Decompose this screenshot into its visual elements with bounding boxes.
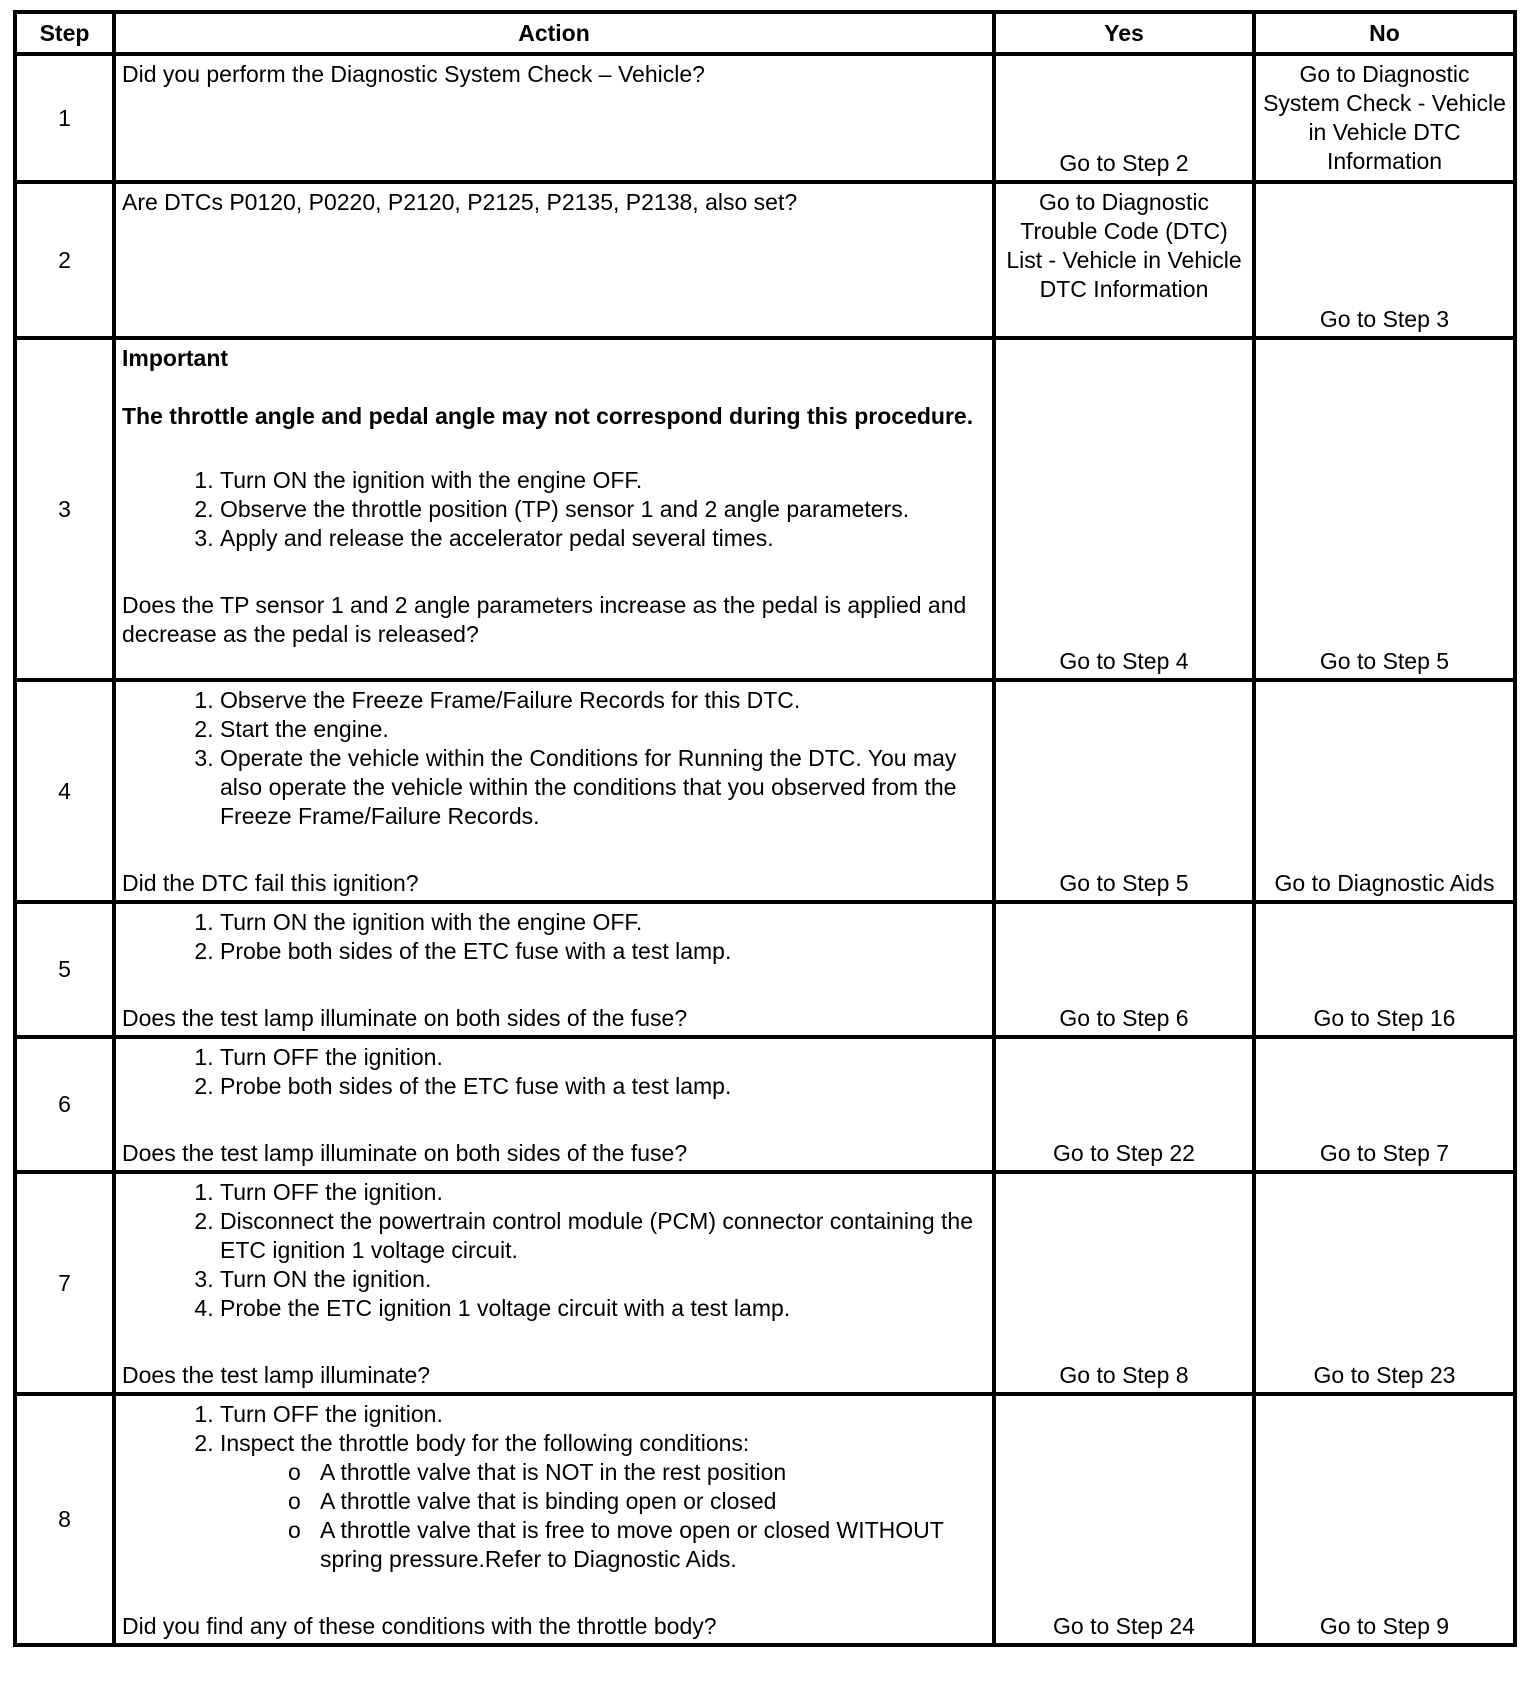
no-cell: Go to Step 23 bbox=[1254, 1172, 1515, 1394]
action-cell bbox=[114, 182, 994, 338]
table-row bbox=[15, 338, 1515, 680]
action-cell bbox=[114, 1037, 994, 1172]
step-list bbox=[122, 1178, 986, 1323]
step-list bbox=[122, 1400, 986, 1574]
no-cell: Go to Step 5 bbox=[1254, 338, 1515, 680]
question-text: Did the DTC fail this ignition? bbox=[122, 870, 419, 896]
action-cell bbox=[114, 54, 994, 182]
table-row bbox=[15, 1172, 1515, 1394]
important-label: Important bbox=[122, 345, 229, 371]
list-item: 1. Turn ON the ignition with the engine OFF. bbox=[220, 466, 986, 495]
header-no: No bbox=[1254, 12, 1515, 54]
no-cell: Go to Step 9 bbox=[1254, 1394, 1515, 1645]
yes-cell: Go to Step 22 bbox=[994, 1037, 1254, 1172]
list-item: 1. Observe the Freeze Frame/Failure Records for this DTC. bbox=[220, 686, 986, 715]
list-item: 1. Turn OFF the ignition. bbox=[220, 1043, 986, 1072]
step-number: 4 bbox=[15, 680, 114, 902]
list-item: 3. Apply and release the accelerator pedal several times. bbox=[220, 524, 986, 553]
no-cell: Go to Diagnostic Aids bbox=[1254, 680, 1515, 902]
yes-cell: Go to Step 2 bbox=[994, 54, 1254, 182]
list-item-text: Inspect the throttle body for the following conditions: bbox=[220, 1430, 750, 1456]
question-text: Does the test lamp illuminate? bbox=[122, 1362, 431, 1388]
yes-cell: Go to Step 24 bbox=[994, 1394, 1254, 1645]
list-item: 1. Turn OFF the ignition. bbox=[220, 1178, 986, 1207]
question-text: Does the TP sensor 1 and 2 angle parameters increase as the pedal is applied and decrease as the pedal is released? bbox=[122, 592, 967, 647]
important-note: The throttle angle and pedal angle may not correspond during this procedure. bbox=[122, 403, 974, 429]
no-cell: Go to Step 3 bbox=[1254, 182, 1515, 338]
list-item: 2. Probe both sides of the ETC fuse with a test lamp. bbox=[220, 1072, 986, 1101]
list-item: 1. Turn ON the ignition with the engine OFF. bbox=[220, 908, 986, 937]
list-item: 1. Turn OFF the ignition. bbox=[220, 1400, 986, 1429]
header-yes: Yes bbox=[994, 12, 1254, 54]
table-row bbox=[15, 680, 1515, 902]
yes-cell: Go to Step 8 bbox=[994, 1172, 1254, 1394]
yes-cell: Go to Step 6 bbox=[994, 902, 1254, 1037]
no-cell: Go to Step 16 bbox=[1254, 902, 1515, 1037]
step-number: 6 bbox=[15, 1037, 114, 1172]
question-text: Does the test lamp illuminate on both sides of the fuse? bbox=[122, 1005, 688, 1031]
list-item: 2. Disconnect the powertrain control module (PCM) connector containing the ETC ignition 1 voltage circuit. bbox=[220, 1207, 986, 1265]
list-item: 3. Turn ON the ignition. bbox=[220, 1265, 986, 1294]
step-number: 5 bbox=[15, 902, 114, 1037]
list-item: 2. Probe both sides of the ETC fuse with a test lamp. bbox=[220, 937, 986, 966]
step-number: 3 bbox=[15, 338, 114, 680]
question-text: Are DTCs P0120, P0220, P2120, P2125, P2135, P2138, also set? bbox=[122, 189, 798, 215]
header-step: Step bbox=[15, 12, 114, 54]
table-row bbox=[15, 182, 1515, 338]
step-list bbox=[122, 1043, 986, 1101]
list-item: 4. Probe the ETC ignition 1 voltage circuit with a test lamp. bbox=[220, 1294, 986, 1323]
header-row bbox=[15, 12, 1515, 54]
yes-cell: Go to Step 4 bbox=[994, 338, 1254, 680]
step-number: 7 bbox=[15, 1172, 114, 1394]
condition-list bbox=[220, 1458, 986, 1574]
question-text: Does the test lamp illuminate on both sides of the fuse? bbox=[122, 1140, 688, 1166]
list-item: 2. Start the engine. bbox=[220, 715, 986, 744]
action-cell bbox=[114, 680, 994, 902]
question-text: Did you perform the Diagnostic System Check – Vehicle? bbox=[122, 61, 705, 87]
no-cell: Go to Step 7 bbox=[1254, 1037, 1515, 1172]
yes-cell: Go to Diagnostic Trouble Code (DTC) List - Vehicle in Vehicle DTC Information bbox=[994, 182, 1254, 338]
step-list bbox=[122, 686, 986, 831]
no-cell: Go to Diagnostic System Check - Vehicle in Vehicle DTC Information bbox=[1254, 54, 1515, 182]
step-number: 1 bbox=[15, 54, 114, 182]
yes-cell: Go to Step 5 bbox=[994, 680, 1254, 902]
action-cell bbox=[114, 338, 994, 680]
condition-item: o A throttle valve that is free to move open or closed WITHOUT spring pressure.Refer to Diagnostic Aids. bbox=[288, 1516, 986, 1574]
diagnostic-table bbox=[13, 10, 1517, 1647]
step-list bbox=[122, 908, 986, 966]
step-list bbox=[122, 466, 986, 553]
step-number: 8 bbox=[15, 1394, 114, 1645]
condition-item: o A throttle valve that is binding open or closed bbox=[288, 1487, 986, 1516]
list-item bbox=[220, 1429, 986, 1574]
action-cell bbox=[114, 1172, 994, 1394]
list-item: 2. Observe the throttle position (TP) sensor 1 and 2 angle parameters. bbox=[220, 495, 986, 524]
table-row bbox=[15, 1037, 1515, 1172]
action-cell bbox=[114, 902, 994, 1037]
list-item: 3. Operate the vehicle within the Conditions for Running the DTC. You may also operate the vehicle within the conditions that you observed from the Freeze Frame/Failure Records. bbox=[220, 744, 986, 831]
table-row bbox=[15, 1394, 1515, 1645]
step-number: 2 bbox=[15, 182, 114, 338]
question-text: Did you find any of these conditions with the throttle body? bbox=[122, 1613, 717, 1639]
header-action: Action bbox=[114, 12, 994, 54]
condition-item: o A throttle valve that is NOT in the rest position bbox=[288, 1458, 986, 1487]
action-cell bbox=[114, 1394, 994, 1645]
table-row bbox=[15, 54, 1515, 182]
table-row bbox=[15, 902, 1515, 1037]
